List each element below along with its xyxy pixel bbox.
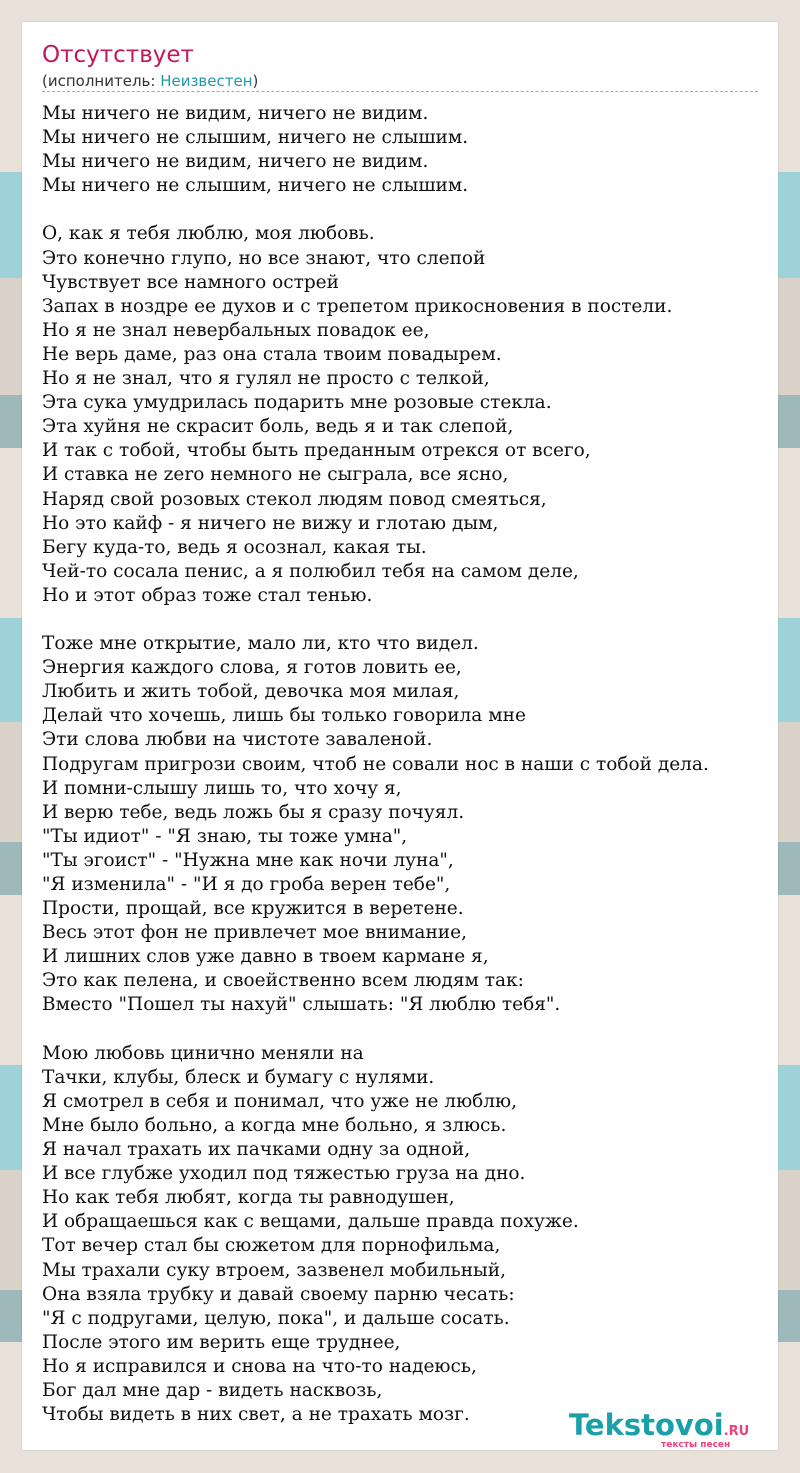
lyrics-line: Чувствует все намного острей [42, 271, 339, 293]
lyrics-line: Я начал трахать их пачками одну за одной, [42, 1139, 471, 1161]
lyrics-line: Весь этот фон не привлечет мое внимание, [42, 922, 467, 944]
lyrics-line: Эта хуйня не скрасит боль, ведь я и так слепой, [42, 416, 514, 438]
lyrics-line: После этого им верить еще труднее, [42, 1331, 401, 1353]
lyrics-line: Мы ничего не слышим, ничего не слышим. [42, 175, 469, 197]
lyrics-stanza [42, 632, 772, 1018]
lyrics-line: Мы трахали суку втроем, зазвенел мобильный, [42, 1259, 506, 1281]
logo-name: Tekstovoi [569, 1408, 724, 1442]
lyrics-line: И помни-слышу лишь то, что хочу я, [42, 777, 402, 799]
lyrics-line: Она взяла трубку и давай своему парню чесать: [42, 1283, 515, 1305]
lyrics-line: Не верь даме, раз она стала твоим повадырем. [42, 343, 502, 365]
lyrics-line: Любить и жить тобой, девочка моя милая, [42, 681, 460, 703]
lyrics-line: "Ты идиот" - "Я знаю, ты тоже умна", [42, 825, 408, 847]
lyrics-text [42, 102, 772, 1427]
lyrics-line: Бог дал мне дар - видеть насквозь, [42, 1379, 383, 1401]
lyrics-line: И лишних слов уже давно в твоем кармане я, [42, 946, 489, 968]
lyrics-stanza [42, 222, 772, 608]
lyrics-line: Эта сука умудрилась подарить мне розовые стекла. [42, 392, 552, 414]
lyrics-line: Вместо "Пошел ты нахуй" слышать: "Я люблю тебя". [42, 994, 561, 1016]
lyrics-line: Эти слова любви на чистоте заваленой. [42, 729, 433, 751]
lyrics-line: Чтобы видеть в них свет, а не трахать мозг. [42, 1404, 470, 1426]
lyrics-line: О, как я тебя люблю, моя любовь. [42, 223, 375, 245]
lyrics-line: И обращаешься как с вещами, дальше правда похуже. [42, 1211, 579, 1233]
lyrics-line: Тот вечер стал бы сюжетом для порнофильма, [42, 1235, 501, 1257]
lyrics-line: Запах в ноздре ее духов и с трепетом прикосновения в постели. [42, 295, 673, 317]
lyrics-line: Но я исправился и снова на что-то надеюсь, [42, 1355, 477, 1377]
artist-link[interactable]: Неизвестен [160, 72, 253, 90]
lyrics-stanza [42, 102, 772, 198]
tekstovoi-logo[interactable] [569, 1408, 769, 1448]
lyrics-line: Но я не знал невербальных повадок ее, [42, 319, 430, 341]
lyrics-line: Но это кайф - я ничего не вижу и глотаю дым, [42, 512, 499, 534]
logo-tagline: тексты песен [661, 1440, 731, 1450]
artist-suffix: ) [252, 72, 259, 90]
lyrics-line: Прости, прощай, все кружится в веретене. [42, 898, 464, 920]
lyrics-line: Тачки, клубы, блеск и бумагу с нулями. [42, 1066, 435, 1088]
lyrics-line: И верю тебе, ведь ложь бы я сразу почуял. [42, 801, 465, 823]
logo-domain: .RU [723, 1424, 750, 1439]
lyrics-line: Но как тебя любят, когда ты равнодушен, [42, 1187, 455, 1209]
lyrics-line: "Ты эгоист" - "Нужна мне как ночи луна", [42, 849, 454, 871]
lyrics-card [22, 22, 778, 1450]
song-title: Отсутствует [42, 42, 194, 68]
lyrics-line: Подругам пригрози своим, чтоб не совали нос в наши с тобой дела. [42, 753, 709, 775]
artist-line [42, 71, 258, 91]
lyrics-line: И так с тобой, чтобы быть преданным отрекся от всего, [42, 440, 591, 462]
lyrics-stanza [42, 1042, 772, 1428]
lyrics-line: Но я не знал, что я гулял не просто с телкой, [42, 368, 490, 390]
lyrics-line: Мы ничего не видим, ничего не видим. [42, 103, 429, 124]
lyrics-line: "Я изменила" - "И я до гроба верен тебе", [42, 874, 451, 895]
lyrics-line: Это конечно глупо, но все знают, что слепой [42, 247, 486, 269]
lyrics-line: Чей-то сосала пенис, а я полюбил тебя на самом деле, [42, 560, 579, 582]
artist-prefix: (исполнитель: [42, 72, 161, 90]
lyrics-line: Но и этот образ тоже стал тенью. [42, 584, 373, 606]
lyrics-line: Это как пелена, и своейственно всем людям так: [42, 970, 524, 992]
lyrics-line: Тоже мне открытие, мало ли, кто что видел. [42, 633, 479, 655]
lyrics-line: Мою любовь цинично меняли на [42, 1042, 364, 1064]
lyrics-line: Мне было больно, а когда мне больно, я злюсь. [42, 1114, 507, 1136]
lyrics-line: Бегу куда-то, ведь я осознал, какая ты. [42, 536, 427, 558]
lyrics-line: И все глубже уходил под тяжестью груза на дно. [42, 1163, 526, 1185]
lyrics-line: "Я с подругами, целую, пока", и дальше сосать. [42, 1307, 510, 1329]
lyrics-line: Энергия каждого слова, я готов ловить ее, [42, 657, 462, 679]
lyrics-line: Мы ничего не слышим, ничего не слышим. [42, 127, 469, 149]
lyrics-line: Мы ничего не видим, ничего не видим. [42, 151, 429, 173]
lyrics-line: Я смотрел в себя и понимал, что уже не люблю, [42, 1090, 518, 1112]
lyrics-line: Наряд свой розовых стекол людям повод смеяться, [42, 488, 547, 510]
title-divider [42, 91, 758, 92]
lyrics-line: И ставка не zero немного не сыграла, все ясно, [42, 464, 509, 486]
lyrics-line: Делай что хочешь, лишь бы только говорила мне [42, 705, 526, 727]
